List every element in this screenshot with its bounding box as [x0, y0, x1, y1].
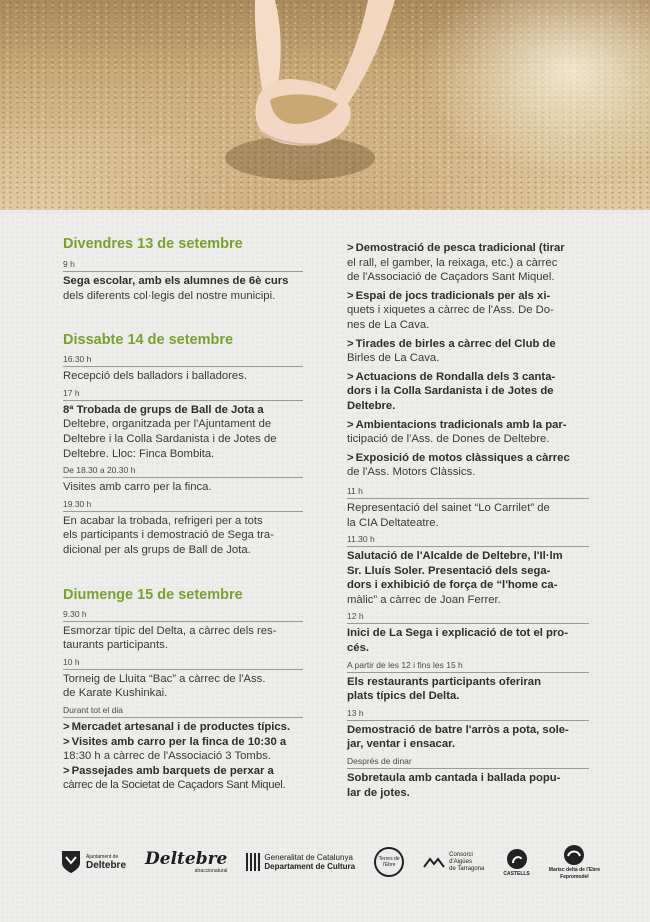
- event-line: dicional per als grups de Ball de Jota.: [63, 543, 251, 556]
- event-text: Passejades amb barquets de perxar a: [71, 764, 274, 777]
- event-line: [347, 578, 589, 593]
- event-line: [347, 241, 589, 256]
- chevron-right-icon: >: [347, 242, 354, 254]
- logo-text: d'Aigües: [449, 858, 472, 865]
- event-line: [347, 689, 589, 704]
- event-time: 16.30 h: [63, 354, 303, 367]
- event-line: Representació del sainet “Lo Carrilet” de: [347, 501, 550, 514]
- logo-text: Marisc delta de l'Ebre: [548, 867, 600, 873]
- event-tirades-birles: [347, 337, 589, 366]
- event-jocs-tradicionals: [347, 289, 589, 333]
- logo-text: Fepromodel: [560, 874, 589, 880]
- event-line: [63, 403, 303, 418]
- logo-text: Ajuntament de: [86, 853, 119, 860]
- event-text: plats típics del Delta.: [347, 690, 460, 703]
- event-text: dors i la Colla Sardanista i de Jotes de: [347, 385, 554, 398]
- event-line: màlic” a càrrec de Joan Ferrer.: [347, 593, 501, 606]
- logo-marisc-delta: [549, 844, 600, 880]
- logo-deltebre-brand: [145, 848, 228, 874]
- event-line: [347, 737, 589, 752]
- event-text: Exposició de motos clàssiques a càrrec: [355, 451, 570, 464]
- event-line: 18:30 h a càrrec de l'Associació 3 Tombs.: [63, 750, 271, 763]
- event-text: jar, ventar i ensacar.: [347, 738, 456, 751]
- marisc-shell-icon: [562, 844, 586, 866]
- terres-ebre-seal-icon: Terres de l'Ebre: [374, 847, 404, 877]
- event-text: cés.: [347, 642, 369, 655]
- event-line: [347, 451, 589, 466]
- event-line: [347, 564, 589, 579]
- event-line: [347, 399, 589, 414]
- event-line: [347, 723, 589, 738]
- logo-generalitat: [246, 853, 355, 871]
- logo-consorci-aigues: [423, 852, 484, 873]
- event-line: [63, 735, 303, 750]
- day-heading-saturday: Dissabte 14 de setembre: [63, 332, 234, 349]
- chevron-right-icon: >: [347, 451, 354, 464]
- day-heading-friday: Divendres 13 de setembre: [63, 236, 243, 252]
- event-text: Visites amb carro per la finca de 10:30 a: [71, 735, 287, 748]
- logo-text: CASTELLS: [503, 870, 530, 877]
- event-time: 10 h: [63, 657, 303, 670]
- logo-text: Deltebre: [145, 848, 228, 869]
- event-line: de l'Associació de Caçadors Sant Miquel.: [347, 271, 555, 284]
- castells-emblem-icon: [506, 848, 528, 870]
- event-text: Sobretaula amb cantada i ballada popu-: [347, 772, 561, 785]
- event-text: Sr. Lluís Soler. Presentació dels sega-: [347, 564, 551, 577]
- event-line: de l'Ass. Motors Clàssics.: [347, 466, 476, 479]
- chevron-right-icon: >: [63, 720, 70, 733]
- event-text: Demostració de batre l'arròs a pota, sole-: [347, 723, 569, 736]
- event-time: 9.30 h: [63, 609, 303, 622]
- chevron-right-icon: >: [347, 337, 354, 350]
- chevron-right-icon: >: [347, 370, 354, 383]
- event-restaurants: [347, 660, 589, 704]
- event-line: la CIA Deltateatre.: [347, 516, 439, 529]
- event-text: Actuacions de Rondalla dels 3 canta-: [355, 370, 556, 383]
- event-time: A partir de les 12 i fins les 15 h: [347, 660, 589, 673]
- event-line: Deltebre. Lloc: Finca Bombita.: [63, 447, 215, 460]
- event-text: Els restaurants participants oferiran: [347, 675, 541, 688]
- logo-text: Consorci: [449, 851, 473, 858]
- event-line: ticipació de l'Ass. de Dones de Deltebre.: [347, 433, 550, 446]
- event-line: de Karate Kushinkai.: [63, 687, 168, 700]
- event-line: [347, 549, 589, 564]
- event-sobretaula: [347, 756, 589, 800]
- logo-castells: [503, 848, 529, 877]
- event-line: [347, 626, 589, 641]
- logo-text: Departament de Cultura: [264, 862, 356, 871]
- event-text: Tirades de birles a càrrec del Club de: [355, 337, 556, 350]
- event-text: Mercadet artesanal i de productes típics.: [71, 720, 291, 733]
- event-refrigeri: [63, 499, 303, 558]
- event-line: Torneig de Lluita “Bac” a càrrec de l'Ass.: [63, 672, 266, 685]
- event-time: 11 h: [347, 486, 589, 499]
- event-line: Visites amb carro per la finca.: [63, 481, 212, 494]
- event-time: Durant tot el dia: [63, 705, 303, 718]
- event-recepcio: [63, 354, 303, 384]
- event-text: 8ª Trobada de grups de Ball de Jota a: [63, 403, 264, 416]
- logo-text: Deltebre: [86, 859, 127, 871]
- event-line: el rall, el gamber, la reixaga, etc.) a càrrec: [347, 256, 558, 269]
- event-line: càrrec de la Societat de Caçadors Sant Miquel.: [63, 779, 286, 792]
- event-line: dels diferents col·legis del nostre municipi.: [63, 289, 276, 302]
- event-line: Esmorzar típic del Delta, a càrrec dels res-: [63, 624, 277, 637]
- event-batre-arros: [347, 708, 589, 752]
- event-text: Ambientacions tradicionals amb la par-: [355, 418, 567, 431]
- logo-terres-ebre: [374, 847, 404, 877]
- event-text: Inici de La Sega i explicació de tot el pro-: [347, 627, 568, 640]
- event-time: 11.30 h: [347, 534, 589, 547]
- event-line: [347, 337, 589, 352]
- deltebre-crest-icon: [60, 849, 82, 875]
- chevron-right-icon: >: [347, 289, 354, 302]
- event-time: 17 h: [63, 388, 303, 401]
- event-line: [347, 289, 589, 304]
- event-line: Deltebre i la Colla Sardanista i de Jotes de: [63, 432, 277, 445]
- event-time: De 18.30 a 20.30 h: [63, 465, 303, 478]
- logo-text: de Tarragona: [449, 865, 485, 872]
- event-line: [347, 641, 589, 656]
- event-line: quets i xiquetes a càrrec de l'Ass. De Do-: [347, 304, 554, 317]
- event-pesca-tradicional: [347, 241, 589, 285]
- event-line: [347, 418, 589, 433]
- generalitat-flag-icon: [246, 853, 260, 871]
- event-text: Espai de jocs tradicionals per als xi-: [355, 289, 551, 302]
- event-text: Deltebre.: [347, 399, 396, 412]
- event-line: [347, 786, 589, 801]
- event-text: lar de jotes.: [347, 786, 410, 799]
- event-line: [347, 675, 589, 690]
- event-text: dors i exhibició de força de “l'home ca-: [347, 579, 558, 592]
- event-ambientacions: [347, 418, 589, 447]
- chevron-right-icon: >: [63, 735, 70, 748]
- event-line: nes de La Cava.: [347, 318, 430, 331]
- day-heading-sunday: Diumenge 15 de setembre: [63, 586, 243, 603]
- event-line: Deltebre, organitzada per l'Ajuntament de: [63, 418, 272, 431]
- event-text: Salutació de l'Alcalde de Deltebre, l'Il·lm: [347, 550, 563, 563]
- event-line: Birles de La Cava.: [347, 352, 440, 365]
- event-sega-escolar: [63, 259, 303, 303]
- event-line: [347, 370, 589, 385]
- sponsor-logos: [60, 842, 600, 882]
- event-rondalla: [347, 370, 589, 414]
- event-line: els participants i demostració de Sega tra-: [63, 529, 274, 542]
- event-trobada-jota: [63, 388, 303, 461]
- event-sainet: [347, 486, 589, 530]
- logo-ajuntament-deltebre: [60, 849, 126, 875]
- event-time: 9 h: [63, 259, 303, 272]
- event-line: [63, 274, 303, 289]
- program-right-column: [347, 241, 589, 804]
- event-visites-carro: [63, 465, 303, 495]
- event-time: 12 h: [347, 611, 589, 624]
- chevron-right-icon: >: [63, 764, 70, 777]
- event-line: taurants participants.: [63, 639, 168, 652]
- event-line: [63, 764, 303, 779]
- event-line: [63, 720, 303, 735]
- event-inici-sega: [347, 611, 589, 655]
- logo-text: Generalitat de Catalunya: [264, 853, 353, 862]
- event-salutacio-alcalde: [347, 534, 589, 607]
- logo-text: atraccionatural: [194, 867, 228, 874]
- event-time: 19.30 h: [63, 499, 303, 512]
- hands-with-rice-illustration: [0, 0, 650, 210]
- event-torneig-lluita: [63, 657, 303, 701]
- water-waves-icon: [423, 855, 445, 869]
- event-durant-el-dia: [63, 705, 303, 793]
- chevron-right-icon: >: [347, 418, 354, 431]
- event-time: Després de dinar: [347, 756, 589, 769]
- event-esmorzar: [63, 609, 303, 653]
- event-text: Demostració de pesca tradicional (tirar: [355, 242, 565, 254]
- event-text: Sega escolar, amb els alumnes de 6è curs: [63, 275, 289, 287]
- event-motos-classiques: [347, 451, 589, 480]
- program-left-column: [63, 235, 303, 797]
- event-line: [347, 384, 589, 399]
- hero-photo-hands-rice: [0, 0, 650, 210]
- event-line: Recepció dels balladors i balladores.: [63, 370, 247, 383]
- event-time: 13 h: [347, 708, 589, 721]
- event-line: [347, 771, 589, 786]
- event-line: En acabar la trobada, refrigeri per a tots: [63, 514, 263, 527]
